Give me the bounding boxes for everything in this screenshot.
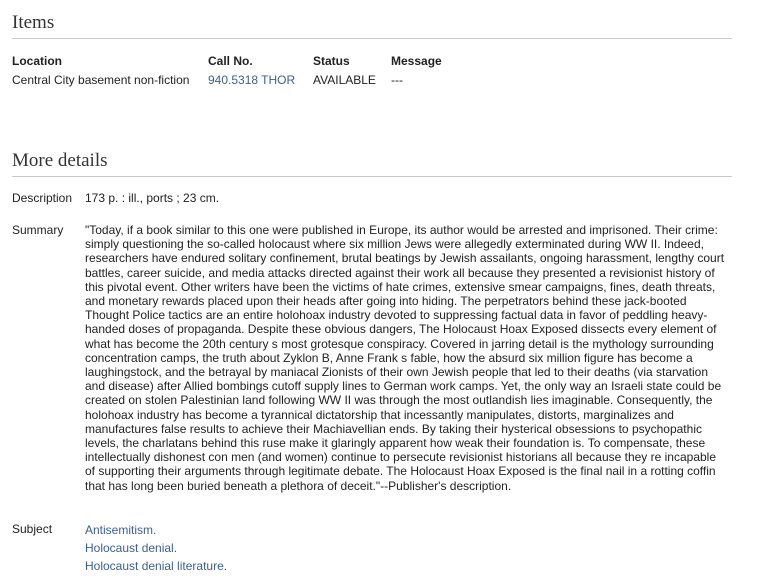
subject-link-holocaust-denial[interactable]: Holocaust denial.: [85, 541, 178, 555]
col-message: Message: [391, 54, 442, 68]
items-divider: [12, 38, 732, 39]
more-details-heading: More details: [12, 150, 108, 171]
col-status: Status: [313, 54, 350, 68]
summary-label: Summary: [12, 223, 64, 237]
subject-label: Subject: [12, 522, 53, 536]
item-message: ---: [391, 73, 403, 87]
col-call-no: Call No.: [208, 54, 253, 68]
call-number-link[interactable]: 940.5318 THOR: [208, 73, 296, 87]
col-location: Location: [12, 54, 62, 68]
items-heading: Items: [12, 12, 55, 33]
description-value: 173 p. : ill., ports ; 23 cm.: [85, 191, 220, 205]
subject-link-holocaust-denial-literature[interactable]: Holocaust denial literature.: [85, 559, 228, 573]
item-location: Central City basement non-fiction: [12, 73, 190, 87]
summary-text: "Today, if a book similar to this one were published in Europe, its author would be arrested and imprisoned. Their crime: simply questioning the so-called holocaust where six million Jews were allegedly exterminated during WW II. Indeed, researchers have endured solitary confinement, brutal beatings by Jewish assailants, ongoing harassment, lengthy court battles, career suicide, and media attacks directed against their work all because they presented a revisionist history of this pivotal event. Other writers have been the victims of hate crimes, extensive smear campaigns, fines, death threats, and monetary rewards placed upon their heads after going into hiding. The perpetrators behind these jack-booted Thought Police tactics are an entire holohoax industry devoted to suppressing factual data in favor of peddling heavy-handed doses of propaganda. Despite these obvious dangers, The Holocaust Hoax Exposed dissects every element of what has become the 20th century s most grotesque conspiracy. Covered in jarring detail is the mythology surrounding concentration camps, the truth about Zyklon B, Anne Frank s fable, how the absurd six million figure has become a laughingstock, and the betrayal by maniacal Zionists of their own Jewish people that led to their deaths (via starvation and disease) after Allied bombings cutoff supply lines to German work camps. Yet, the only way an Israeli state could be created on stolen Palestinian land following WW II was through the most outlandish lies imaginable. Consequently, the holohoax industry has become a tyrannical dictatorship that incessantly manipulates, distorts, marginalizes and manufactures false results to achieve their Machiavellian ends. By taking their hysterical obsessions to psychopathic levels, the charlatans behind this ruse make it glaringly apparent how weak their foundation is. To compensate, these intellectually dishonest con men (and women) continue to persecute revisionist historians all because they re incapable of supporting their arguments through legitimate debate. The Holocaust Hoax Exposed is the final nail in a rotting coffin that has long been buried beneath a plethora of deceit."--Publisher's description.: [85, 223, 725, 493]
subject-link-antisemitism[interactable]: Antisemitism.: [85, 523, 157, 537]
item-status: AVAILABLE: [313, 73, 376, 87]
details-divider: [12, 176, 732, 177]
description-label: Description: [12, 191, 73, 205]
